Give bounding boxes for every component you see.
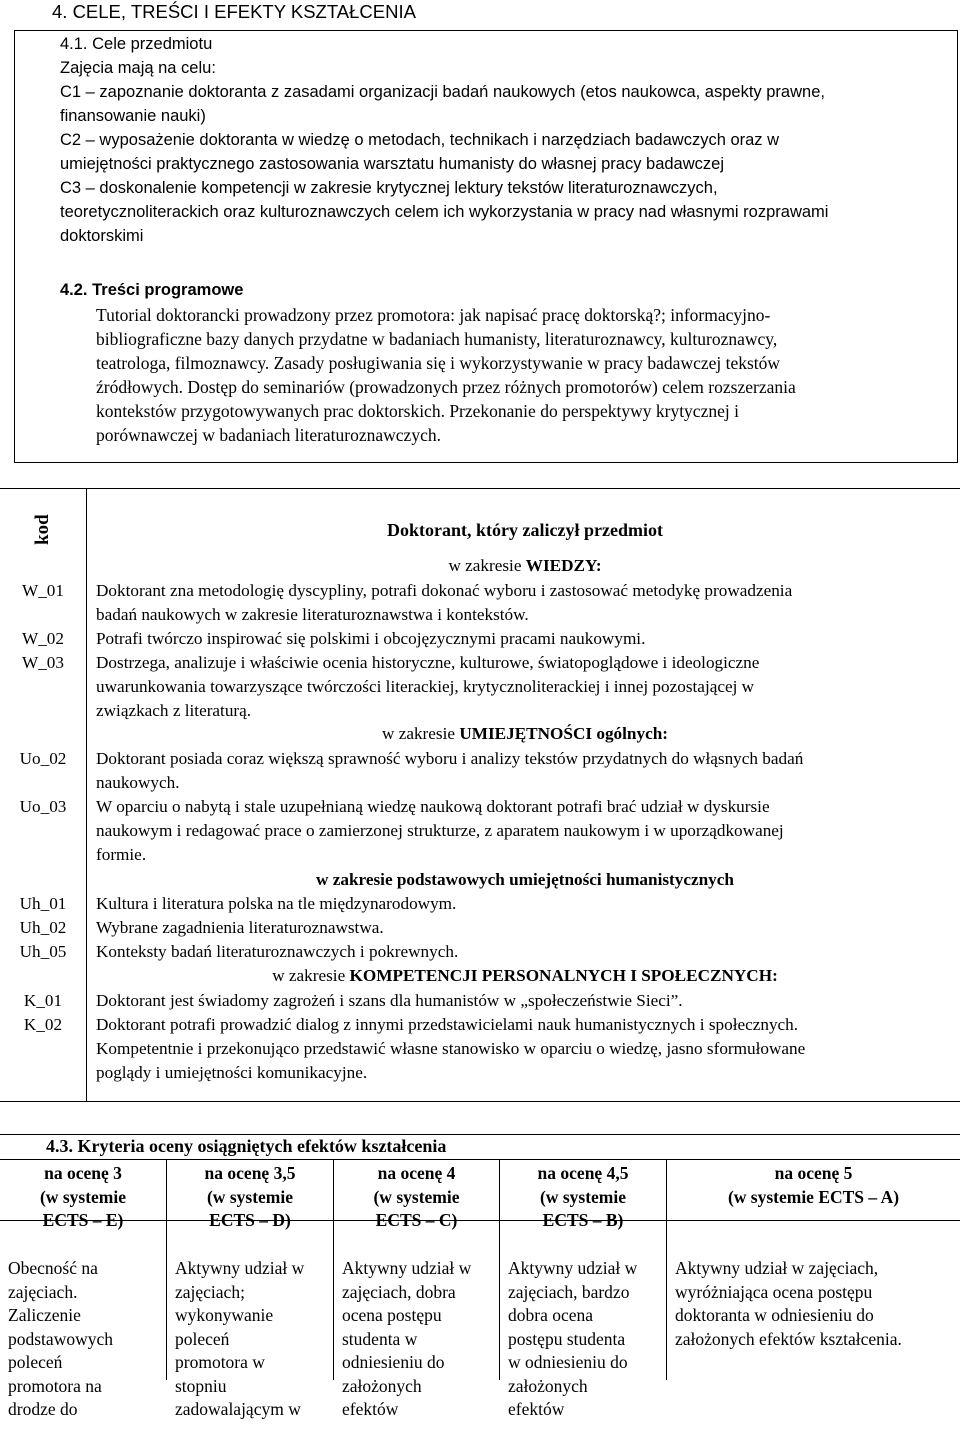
goal-line: C1 – zapoznanie doktoranta z zasadami organizacji badań naukowych (etos naukowca, aspekty prawne, (60, 83, 825, 101)
outcome-text: poglądy i umiejętności komunikacyjne. (96, 1063, 368, 1082)
outcome-text: Kultura i literatura polska na tle międzynarodowym. (96, 894, 457, 913)
goals-and-content-box (14, 30, 958, 463)
outcome-text: Potrafi twórczo inspirować się polskimi i obcojęzycznymi pracami naukowymi. (96, 629, 646, 648)
goal-line: umiejętności praktycznego zastosowania warsztatu humanisty do własnej pracy badawczej (60, 155, 724, 173)
content-line: kontekstów przygotowywanych prac doktorskich. Przekonanie do perspektywy krytycznej i (96, 401, 739, 421)
category-knowledge: w zakresie WIEDZY: (448, 556, 602, 575)
goal-line: teoretycznoliterackich oraz kulturoznawczych celem ich wykorzystania w pracy nad własnymi rozprawami (60, 203, 829, 221)
grade-column-3 (0, 1160, 167, 1419)
grade-criteria: Aktywny udział w zajęciach, wyróżniająca ocena postępu doktoranta w odniesieniu do założonych efektów kształcenia. (675, 1258, 902, 1349)
section-heading: 4. CELE, TREŚCI I EFEKTY KSZTAŁCENIA (52, 1, 416, 22)
outcomes-header: Doktorant, który zaliczył przedmiot (387, 520, 663, 540)
goal-line: finansowanie nauki) (60, 107, 206, 125)
category-competences: w zakresie KOMPETENCJI PERSONALNYCH I SPOŁECZNYCH: (272, 966, 778, 985)
outcome-text: naukowym i redagować prace o zamierzonej strukturze, z aparatem naukowym i w uporządkowanej (96, 821, 784, 840)
outcome-text: Doktorant posiada coraz większą sprawność wyboru i analizy tekstów przydatnych do włąsnych badań (96, 749, 804, 768)
outcome-text: formie. (96, 845, 147, 864)
outcome-code: W_03 (21, 653, 64, 672)
grade-header: na ocenę 3 (w systemie ECTS – E) (39, 1163, 126, 1230)
grade-column-4-5 (500, 1160, 667, 1419)
outcome-text: Dostrzega, analizuje i właściwie ocenia historyczne, kulturowe, światopoglądowe i ideologiczne (96, 653, 760, 672)
outcome-code: Uo_03 (19, 797, 67, 816)
grade-header: na ocenę 5 (w systemie ECTS – A) (727, 1163, 900, 1207)
outcome-text: badań naukowych w zakresie literaturoznawstwa i kontekstów. (96, 605, 529, 624)
learning-outcomes-table (0, 488, 960, 1102)
goals-intro: Zajęcia mają na celu: (60, 59, 216, 77)
content-line: źródłowych. Dostęp do seminariów (prowadzonych przez różnych promotorów) celem rozszerzania (96, 377, 796, 397)
outcome-code: W_01 (21, 581, 64, 600)
outcome-text: naukowych. (96, 773, 180, 792)
outcome-code: Uo_02 (19, 749, 67, 768)
content-line: Tutorial doktorancki prowadzony przez promotora: jak napisać pracę doktorską?; informacyjno- (96, 305, 771, 325)
grade-criteria: Obecność na zajęciach. Zaliczenie podstawowych poleceń promotora na drodze do (8, 1258, 113, 1419)
outcome-text: W oparciu o nabytą i stale uzupełnianą wiedzę naukową doktorant potrafi brać udział w dyskursie (96, 797, 770, 816)
outcome-code: Uh_05 (19, 942, 67, 961)
content-title: 4.2. Treści programowe (60, 281, 244, 299)
outcome-text: związkach z literaturą. (96, 701, 252, 720)
outcome-text: Konteksty badań literaturoznawczych i pokrewnych. (96, 942, 459, 961)
code-column-header: kod (32, 514, 53, 545)
grade-header: na ocenę 3,5 (w systemie ECTS – D) (204, 1163, 296, 1230)
category-skills: w zakresie UMIEJĘTNOŚCI ogólnych: (382, 724, 668, 743)
outcome-text: Doktorant zna metodologię dyscypliny, potrafi dokonać wyboru i zastosować metodykę prowadzenia (96, 581, 793, 600)
goal-line: doktorskimi (60, 227, 144, 245)
category-humanities: w zakresie podstawowych umiejętności humanistycznych (316, 870, 734, 889)
column-divider (86, 489, 87, 1101)
outcome-text: Doktorant jest świadomy zagrożeń i szans dla humanistów w „społeczeństwie Sieci”. (96, 991, 683, 1010)
content-line: teatrologa, filmoznawcy. Zasady posługiwania się i wykorzystywanie w pracy badawczej tekstów (96, 353, 781, 373)
outcome-code: K_01 (23, 991, 63, 1010)
outcome-code: Uh_02 (19, 918, 67, 937)
outcome-code: Uh_01 (19, 894, 67, 913)
outcome-code: K_02 (23, 1015, 63, 1034)
grade-criteria: Aktywny udział w zajęciach, bardzo dobra ocena postępu studenta w odniesieniu do założonych efektów (508, 1258, 638, 1419)
grade-criteria: Aktywny udział w zajęciach, dobra ocena postępu studenta w odniesieniu do założonych efektów (342, 1258, 472, 1419)
outcome-text: uwarunkowania towarzyszące twórczości literackiej, krytycznoliterackiej i innej pozostającej w (96, 677, 755, 696)
grade-criteria: Aktywny udział w zajęciach; wykonywanie poleceń promotora w stopniu zadowalającym w (175, 1258, 305, 1419)
grade-column-4 (334, 1160, 500, 1419)
grade-column-3-5 (167, 1160, 334, 1419)
outcome-text: Doktorant potrafi prowadzić dialog z innymi przedstawicielami nauk humanistycznych i społecznych. (96, 1015, 799, 1034)
goal-line: C3 – doskonalenie kompetencji w zakresie krytycznej lektury tekstów literaturoznawczych, (60, 179, 718, 197)
goal-line: C2 – wyposażenie doktoranta w wiedzę o metodach, technikach i narzędziach badawczych oraz w (60, 131, 780, 149)
grading-criteria-table (0, 1134, 960, 1434)
content-line: bibliograficzne bazy danych przydatne w badaniach humanisty, literaturoznawcy, kulturoznawcy, (96, 329, 778, 349)
content-line: porównawczej w badaniach literaturoznawczych. (96, 425, 441, 445)
grade-column-5 (667, 1160, 960, 1380)
criteria-title-row (0, 1134, 960, 1160)
grade-header: na ocenę 4,5 (w systemie ECTS – B) (537, 1163, 629, 1230)
outcome-text: Kompetentnie i przekonująco przedstawić własne stanowisko w oparciu o wiedzę, jasno sformułowane (96, 1039, 806, 1058)
grade-header: na ocenę 4 (w systemie ECTS – C) (373, 1163, 460, 1230)
criteria-title: 4.3. Kryteria oceny osiągniętych efektów kształcenia (46, 1136, 447, 1156)
outcome-text: Wybrane zagadnienia literaturoznawstwa. (96, 918, 384, 937)
outcome-code: W_02 (21, 629, 64, 648)
goals-title: 4.1. Cele przedmiotu (60, 35, 213, 53)
